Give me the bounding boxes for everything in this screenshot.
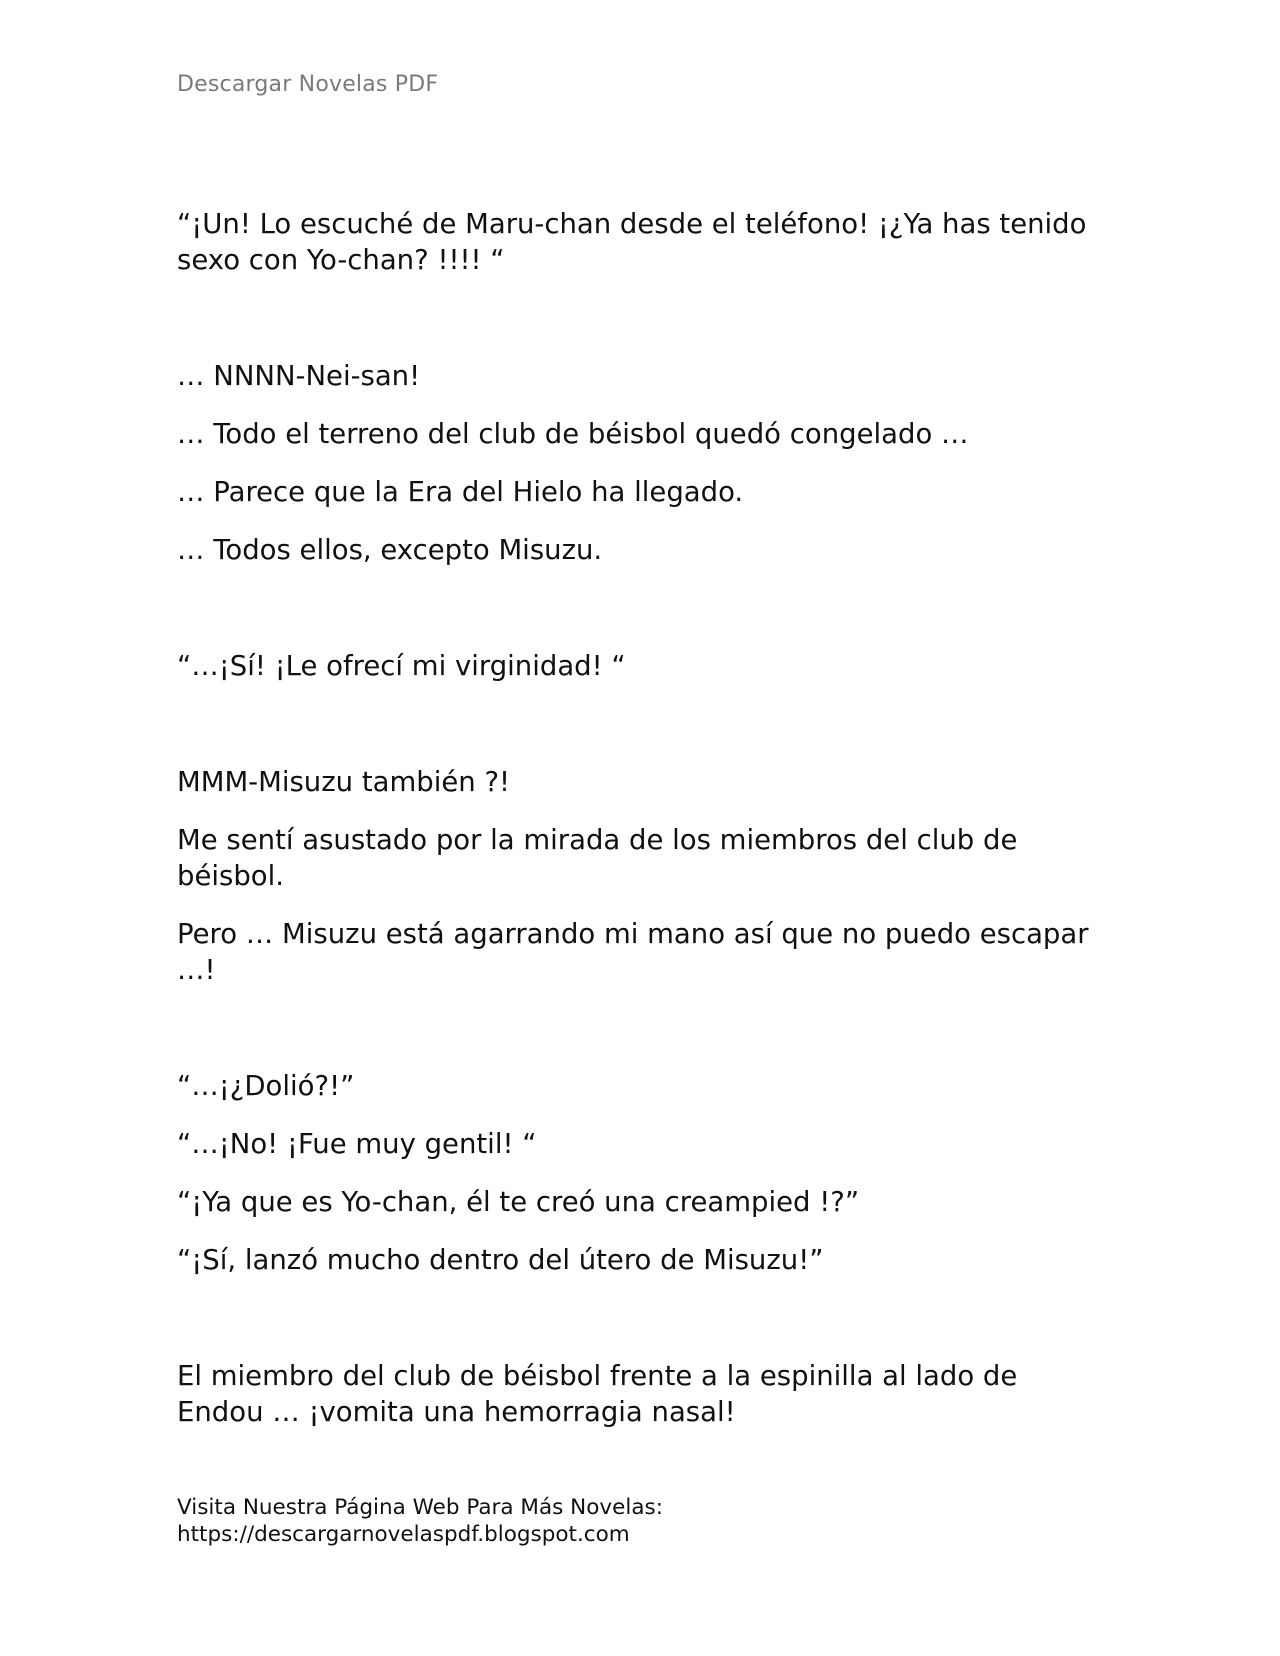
paragraph: “…¡No! ¡Fue muy gentil! “ bbox=[177, 1128, 537, 1160]
paragraph: … NNNN-Nei-san! bbox=[177, 360, 421, 392]
paragraph: “¡Ya que es Yo-chan, él te creó una creampied !?” bbox=[177, 1186, 860, 1218]
paragraph: … Todo el terreno del club de béisbol quedó congelado … bbox=[177, 418, 969, 450]
paragraph: “…¡Sí! ¡Le ofrecí mi virginidad! “ bbox=[177, 650, 626, 682]
page-header: Descargar Novelas PDF bbox=[177, 72, 439, 97]
page-content bbox=[177, 206, 1097, 1430]
footer-website-link[interactable]: https://descargarnovelaspdf.blogspot.com bbox=[177, 1522, 630, 1547]
paragraph: “…¡¿Dolió?!” bbox=[177, 1070, 355, 1102]
paragraph: “¡Sí, lanzó mucho dentro del útero de Misuzu!” bbox=[177, 1244, 824, 1276]
paragraph: MMM-Misuzu también ?! bbox=[177, 766, 511, 798]
paragraph: … Parece que la Era del Hielo ha llegado. bbox=[177, 476, 744, 508]
paragraph: “¡Un! Lo escuché de Maru-chan desde el teléfono! ¡¿Ya has tenido sexo con Yo-chan? !!!! “ bbox=[177, 208, 1087, 276]
paragraph: Me sentí asustado por la mirada de los miembros del club de béisbol. bbox=[177, 824, 1018, 892]
paragraph: El miembro del club de béisbol frente a la espinilla al lado de Endou … ¡vomita una hemorragia nasal! bbox=[177, 1360, 1018, 1428]
page-footer bbox=[177, 1494, 663, 1548]
paragraph: Pero … Misuzu está agarrando mi mano así que no puedo escapar …! bbox=[177, 918, 1089, 986]
footer-promo-text: Visita Nuestra Página Web Para Más Novelas: bbox=[177, 1495, 663, 1520]
paragraph: … Todos ellos, excepto Misuzu. bbox=[177, 534, 603, 566]
